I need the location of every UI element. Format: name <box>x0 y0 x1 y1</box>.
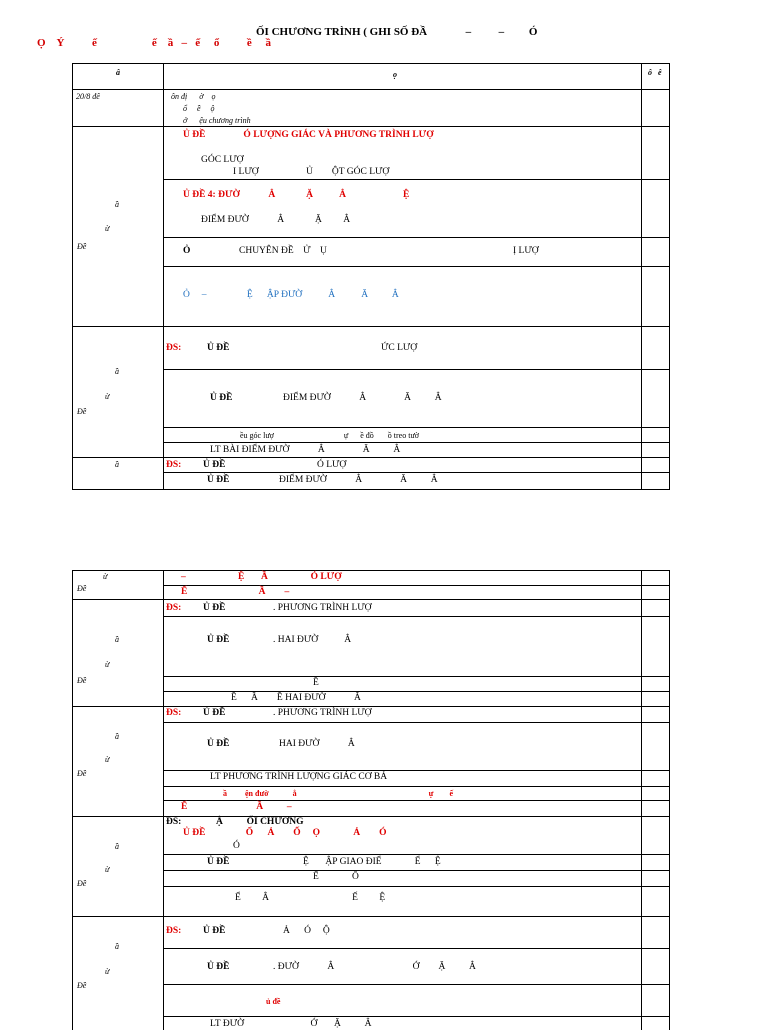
week-label-a: ầ <box>115 942 119 951</box>
schedule-table-1 <box>72 63 670 490</box>
topic-label: Ủ ĐỀ <box>207 475 230 485</box>
week-label-c: Đề <box>77 584 87 593</box>
week-label-b: ừ <box>105 865 110 874</box>
topic-label: Ủ ĐỀ <box>207 962 230 972</box>
week-label-a: ầ <box>115 732 119 741</box>
topic-label: Ủ ĐỀ <box>203 708 226 718</box>
review-line-2: ổ ề ộ <box>183 104 215 113</box>
topic-text: Ó LƯỢ <box>317 460 347 470</box>
topic-text: . PHƯƠNG TRÌNH LƯỢ <box>273 603 372 613</box>
review-line-3: ớ ệu chương trình <box>183 116 251 125</box>
week-2-label-c: Đề <box>77 242 87 251</box>
topic-line: Ề <box>313 678 319 688</box>
topic-label: Ủ ĐỀ <box>203 926 226 936</box>
week-label-b: ừ <box>105 660 110 669</box>
week-2-label-b: ừ <box>105 224 110 233</box>
week-label-b: ừ <box>105 967 110 976</box>
ds-label: ĐS: <box>166 817 182 827</box>
practice-line: LT ĐƯỜ Ớ Ặ Ẳ <box>210 1019 372 1029</box>
header-note: ô ê <box>648 68 662 77</box>
topic-text: ĐIỂM ĐƯỜ Ẳ Ă Ẳ <box>279 475 438 485</box>
topic-text: . PHƯƠNG TRÌNH LƯỢ <box>273 708 372 718</box>
topic-text: HAI ĐƯỜ Ẳ <box>279 739 355 749</box>
ds-label: ĐS: <box>166 603 182 613</box>
topic-chuyen-de: CHUYÊN ĐỀ Ử Ụ <box>239 246 327 256</box>
review-red-line: – Ệ Ầ Ó LƯỢ <box>181 572 342 582</box>
experiment-red-line: ầ ện đườ ẳ ự ế <box>223 789 454 798</box>
topic-line: Ó <box>233 841 240 851</box>
topic-red-note: ủ đề <box>266 997 281 1006</box>
header-content: ọ <box>393 70 397 79</box>
header-week: â <box>116 68 120 77</box>
week-1-date: 20/8 đê <box>76 92 100 101</box>
week-3-label-a: ầ <box>115 367 119 376</box>
topic-text: . HAI ĐƯỜ Ẳ <box>273 635 352 645</box>
topic-label: Ủ ĐỀ <box>207 857 230 867</box>
week-label-a: ầ <box>115 842 119 851</box>
topic-red-title: Ủ ĐỀ Ổ Ả Ố Ọ Ả Ó <box>183 828 387 838</box>
page-title: ỐI CHƯƠNG TRÌNH ( GHI SỐ ĐẦ – – Ó <box>256 26 538 38</box>
week-3-label-c: Đề <box>77 407 87 416</box>
review-marker: Ỏ <box>183 246 191 256</box>
topic-text: . ĐƯỜ Ẳ Ớ Ặ Ẳ <box>273 962 476 972</box>
topic-luong-tail: Ị LƯỢ <box>513 246 539 256</box>
review-practice-line: Ỏ – Ệ ẬP ĐƯỜ Ẳ Ă Ẳ <box>183 290 399 300</box>
week-label-c: Đề <box>77 981 87 990</box>
topic-trig-line-1: GÓC LƯỢ <box>201 155 244 165</box>
topic-label: Ủ ĐỀ <box>207 635 230 645</box>
topic-text: ỨC LƯỢ <box>381 343 418 353</box>
topic-trig-title: Ủ ĐỀ Ó LƯỢNG GIÁC VÀ PHƯƠNG TRÌNH LƯỢ <box>183 130 434 140</box>
exam-red-line: Ế Ầ – <box>181 802 292 812</box>
topic-4-line-1: ĐIỂM ĐƯỜ Ẳ Ặ Ẳ <box>201 215 351 225</box>
topic-label: Ủ ĐỀ <box>203 460 226 470</box>
review-line-1: ôn đị ờ ọ <box>171 92 216 101</box>
topic-text: Ả Ó Ộ <box>283 926 330 936</box>
topic-4-title: Ủ ĐỀ 4: ĐƯỜ Ẳ Ặ Ẳ Ệ <box>183 190 410 200</box>
topic-trig-line-2: I LƯỢ Ủ ỘT GÓC LƯỢ <box>233 167 390 177</box>
week-label-c: Đề <box>77 879 87 888</box>
schedule-table-2 <box>72 570 670 1030</box>
ds-label: ĐS: <box>166 708 182 718</box>
week-label-a: ầ <box>115 635 119 644</box>
week-label-c: Đề <box>77 769 87 778</box>
topic-label: Ủ ĐỀ <box>207 739 230 749</box>
week-4-label-a: ầ <box>115 460 119 469</box>
topic-label: Ủ ĐỀ <box>210 393 233 403</box>
topic-line: Ể Â Ế Ệ <box>235 893 386 903</box>
week-3-label-b: ừ <box>105 392 110 401</box>
week-label-b: ừ <box>105 755 110 764</box>
topic-line: Ể Ố <box>313 872 359 882</box>
practice-line: LT PHƯƠNG TRÌNH LƯỢNG GIÁC CƠ BẢ <box>210 772 388 782</box>
exam-red-line: Ế Ầ – <box>181 587 290 597</box>
topic-line: Ề Ầ Ề HAI ĐƯỜ Ẳ <box>231 693 361 703</box>
week-label-b: ừ <box>103 572 108 581</box>
experiment-line: ều góc lượ ự ề đồ ồ treo tườ <box>240 431 420 440</box>
week-label-c: Đề <box>77 676 87 685</box>
topic-label: Ủ ĐỀ <box>207 343 230 353</box>
ds-label: ĐS: <box>166 343 182 353</box>
topic-text: Ệ ẬP GIAO ĐIỂ Ể Ệ <box>303 857 441 867</box>
practice-line: LT BÀI ĐIỂM ĐƯỜ Ẳ Ă Ẳ <box>210 445 401 455</box>
ds-label: ĐS: <box>166 926 182 936</box>
ds-label: ĐS: <box>166 460 182 470</box>
week-2-label-a: ầ <box>115 200 119 209</box>
page-subtitle: Ọ Ý ế ế ầ – ế ổ ề ầ <box>37 37 272 49</box>
topic-label: Ủ ĐỀ <box>203 603 226 613</box>
topic-text: ĐIỂM ĐƯỜ Ẳ Ă Ẳ <box>283 393 442 403</box>
review-chapter-line: Ậ ỐI CHƯƠNG <box>216 817 304 827</box>
